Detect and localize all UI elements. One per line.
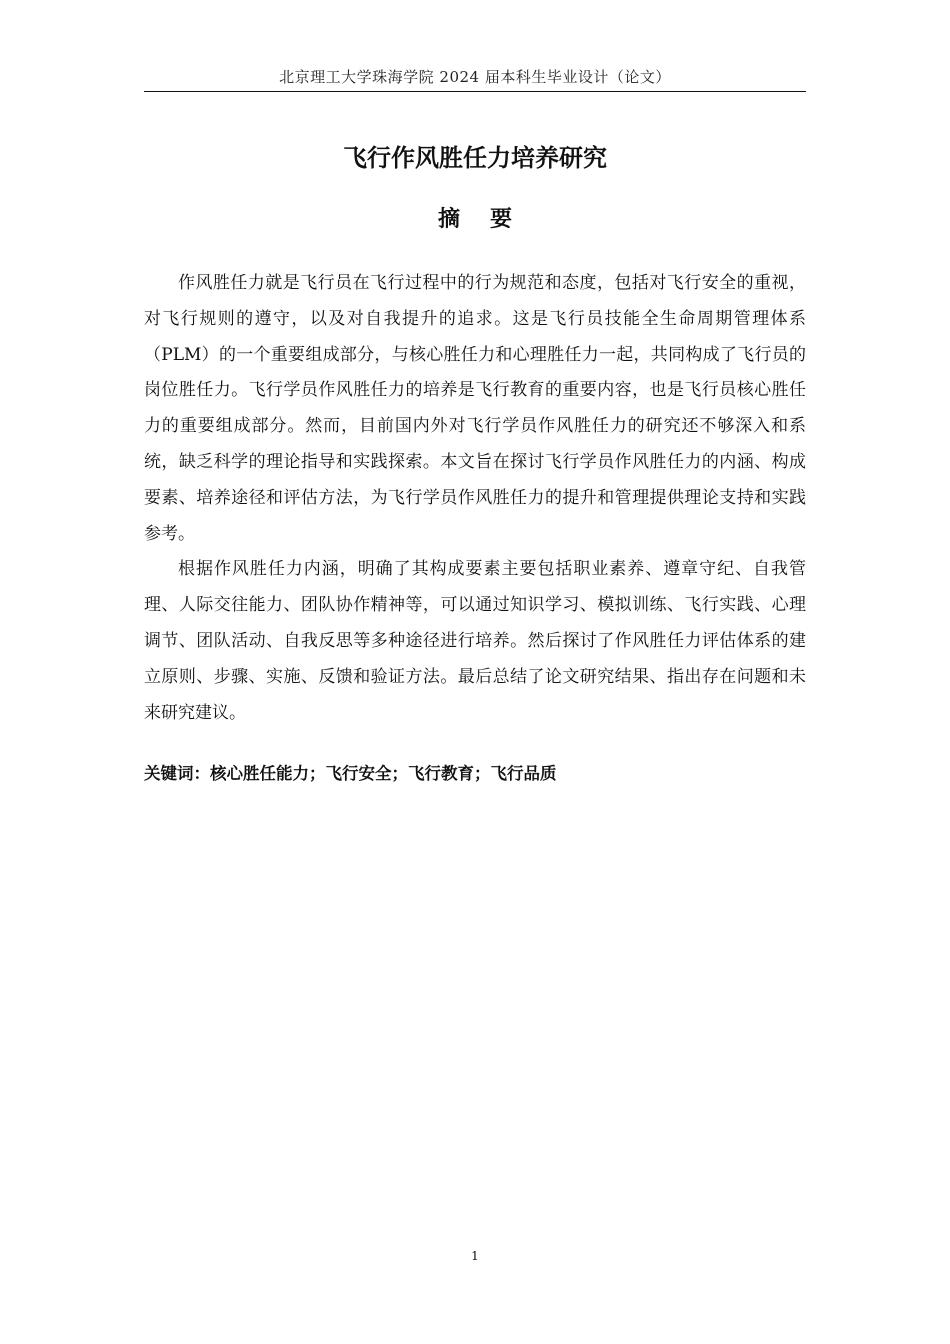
keywords-line: 关键词：核心胜任能力；飞行安全；飞行教育；飞行品质 <box>144 764 557 783</box>
header-divider <box>144 91 806 92</box>
abstract-heading-char-2: 要 <box>490 207 513 232</box>
abstract-paragraph: 根据作风胜任力内涵，明确了其构成要素主要包括职业素养、遵章守纪、自我管理、人际交往能力、团队协作精神等，可以通过知识学习、模拟训练、飞行实践、心理调节、团队活动、自我反思等多种途径进行培养。然后探讨了作风胜任力评估体系的建立原则、步骤、实施、反馈和验证方法。最后总结了论文研究结果、指出存在问题和未来研究建议。 <box>144 559 806 723</box>
running-header: 北京理工大学珠海学院 2024 届本科生毕业设计（论文） <box>279 68 671 86</box>
abstract-body <box>144 266 806 731</box>
abstract-paragraph: 作风胜任力就是飞行员在飞行过程中的行为规范和态度，包括对飞行安全的重视，对飞行规则的遵守，以及对自我提升的追求。这是飞行员技能全生命周期管理体系（PLM）的一个重要组成部分，与核心胜任力和心理胜任力一起，共同构成了飞行员的岗位胜任力。飞行学员作风胜任力的培养是飞行教育的重要内容，也是飞行员核心胜任力的重要组成部分。然而，目前国内外对飞行学员作风胜任力的研究还不够深入和系统，缺乏科学的理论指导和实践探索。本文旨在探讨飞行学员作风胜任力的内涵、构成要素、培养途径和评估方法，为飞行学员作风胜任力的提升和管理提供理论支持和实践参考。 <box>144 273 806 544</box>
abstract-heading-char-1: 摘 <box>437 207 460 232</box>
paper-title: 飞行作风胜任力培养研究 <box>343 144 607 172</box>
page-number: 1 <box>471 1249 479 1263</box>
abstract-heading <box>144 200 806 240</box>
